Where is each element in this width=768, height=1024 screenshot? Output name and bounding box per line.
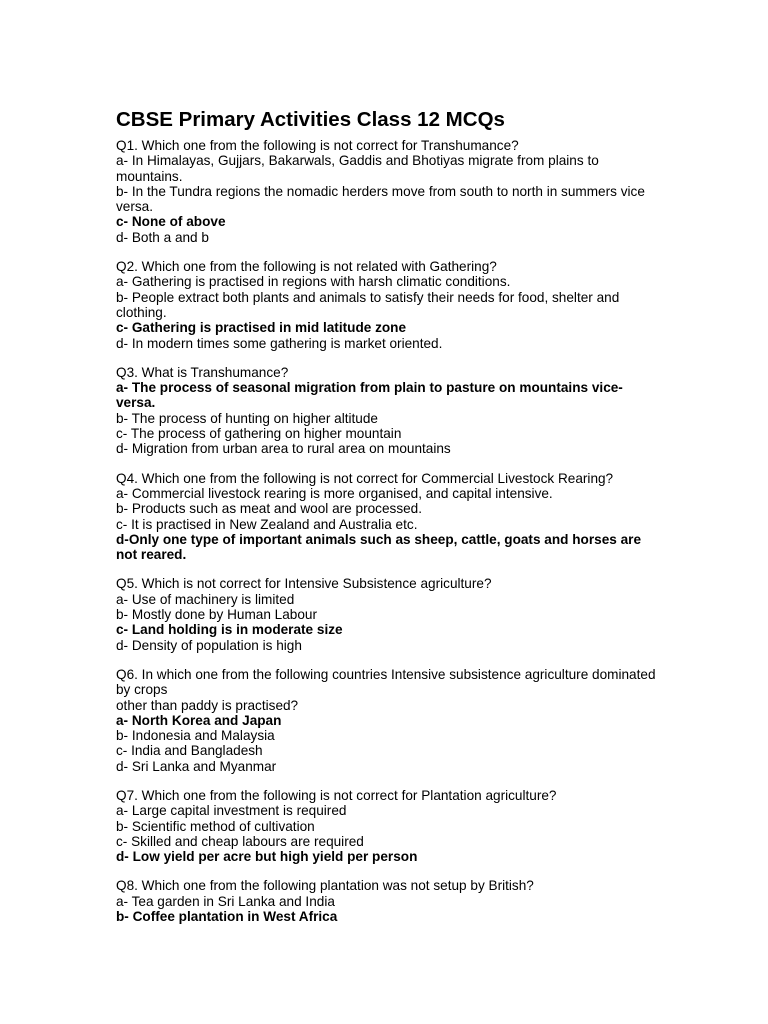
question-block-q7 xyxy=(116,788,656,864)
question-block-q3 xyxy=(116,365,656,457)
answer-option: b- Mostly done by Human Labour xyxy=(116,607,317,623)
answer-option: other than paddy is practised? xyxy=(116,697,299,713)
answer-option: b- Products such as meat and wool are processed. xyxy=(116,501,423,517)
answer-option: d- In modern times some gathering is market oriented. xyxy=(116,335,443,351)
answer-option: c- The process of gathering on higher mountain xyxy=(116,426,402,442)
answer-option: d- Migration from urban area to rural area on mountains xyxy=(116,441,451,457)
correct-answer-option: d-Only one type of important animals such as sheep, cattle, goats and horses are not reared. xyxy=(116,531,642,563)
answer-option: d- Both a and b xyxy=(116,229,209,245)
question-text: Q8. Which one from the following plantation was not setup by British? xyxy=(116,878,534,894)
question-text: Q1. Which one from the following is not correct for Transhumance? xyxy=(116,138,519,153)
answer-option: a- Tea garden in Sri Lanka and India xyxy=(116,893,335,909)
correct-answer-option: c- None of above xyxy=(116,214,226,230)
question-text: Q6. In which one from the following countries Intensive subsistence agriculture dominated by crops xyxy=(116,666,656,698)
answer-option: d- Density of population is high xyxy=(116,637,302,653)
correct-answer-option: a- North Korea and Japan xyxy=(116,712,282,728)
question-text: Q4. Which one from the following is not correct for Commercial Livestock Rearing? xyxy=(116,470,614,486)
question-text: Q2. Which one from the following is not related with Gathering? xyxy=(116,259,497,275)
answer-option: c- It is practised in New Zealand and Australia etc. xyxy=(116,516,418,532)
answer-option: b- Indonesia and Malaysia xyxy=(116,728,275,744)
question-text: Q7. Which one from the following is not correct for Plantation agriculture? xyxy=(116,787,557,803)
answer-option: b- The process of hunting on higher altitude xyxy=(116,410,378,426)
correct-answer-option: c- Gathering is practised in mid latitude zone xyxy=(116,320,407,336)
question-block-q6 xyxy=(116,667,656,774)
answer-option: a- Use of machinery is limited xyxy=(116,591,295,607)
correct-answer-option: d- Low yield per acre but high yield per person xyxy=(116,849,418,865)
question-block-q8 xyxy=(116,878,656,924)
answer-option: d- Sri Lanka and Myanmar xyxy=(116,758,277,774)
correct-answer-option: a- The process of seasonal migration from plain to pasture on mountains vice-versa. xyxy=(116,380,623,411)
answer-option: b- People extract both plants and animals to satisfy their needs for food, shelter and clothing. xyxy=(116,289,620,320)
question-block-q4 xyxy=(116,471,656,563)
question-block-q2 xyxy=(116,259,656,351)
document-page xyxy=(116,106,656,938)
question-text: Q5. Which is not correct for Intensive Subsistence agriculture? xyxy=(116,576,492,592)
question-block-q5 xyxy=(116,576,656,652)
answer-option: a- Gathering is practised in regions with harsh climatic conditions. xyxy=(116,274,511,290)
answer-option: a- Commercial livestock rearing is more organised, and capital intensive. xyxy=(116,485,553,501)
question-list xyxy=(116,138,656,924)
answer-option: a- In Himalayas, Gujjars, Bakarwals, Gaddis and Bhotiyas migrate from plains to mountains. xyxy=(116,153,599,184)
answer-option: c- Skilled and cheap labours are required xyxy=(116,833,364,849)
correct-answer-option: b- Coffee plantation in West Africa xyxy=(116,909,338,925)
answer-option: c- India and Bangladesh xyxy=(116,743,263,759)
document-title: CBSE Primary Activities Class 12 MCQs xyxy=(116,108,505,131)
question-text: Q3. What is Transhumance? xyxy=(116,364,289,380)
answer-option: b- Scientific method of cultivation xyxy=(116,818,315,834)
question-block-q1 xyxy=(116,138,656,245)
answer-option: b- In the Tundra regions the nomadic herders move from south to north in summers vice versa. xyxy=(116,183,645,215)
answer-option: a- Large capital investment is required xyxy=(116,803,347,819)
correct-answer-option: c- Land holding is in moderate size xyxy=(116,622,343,638)
